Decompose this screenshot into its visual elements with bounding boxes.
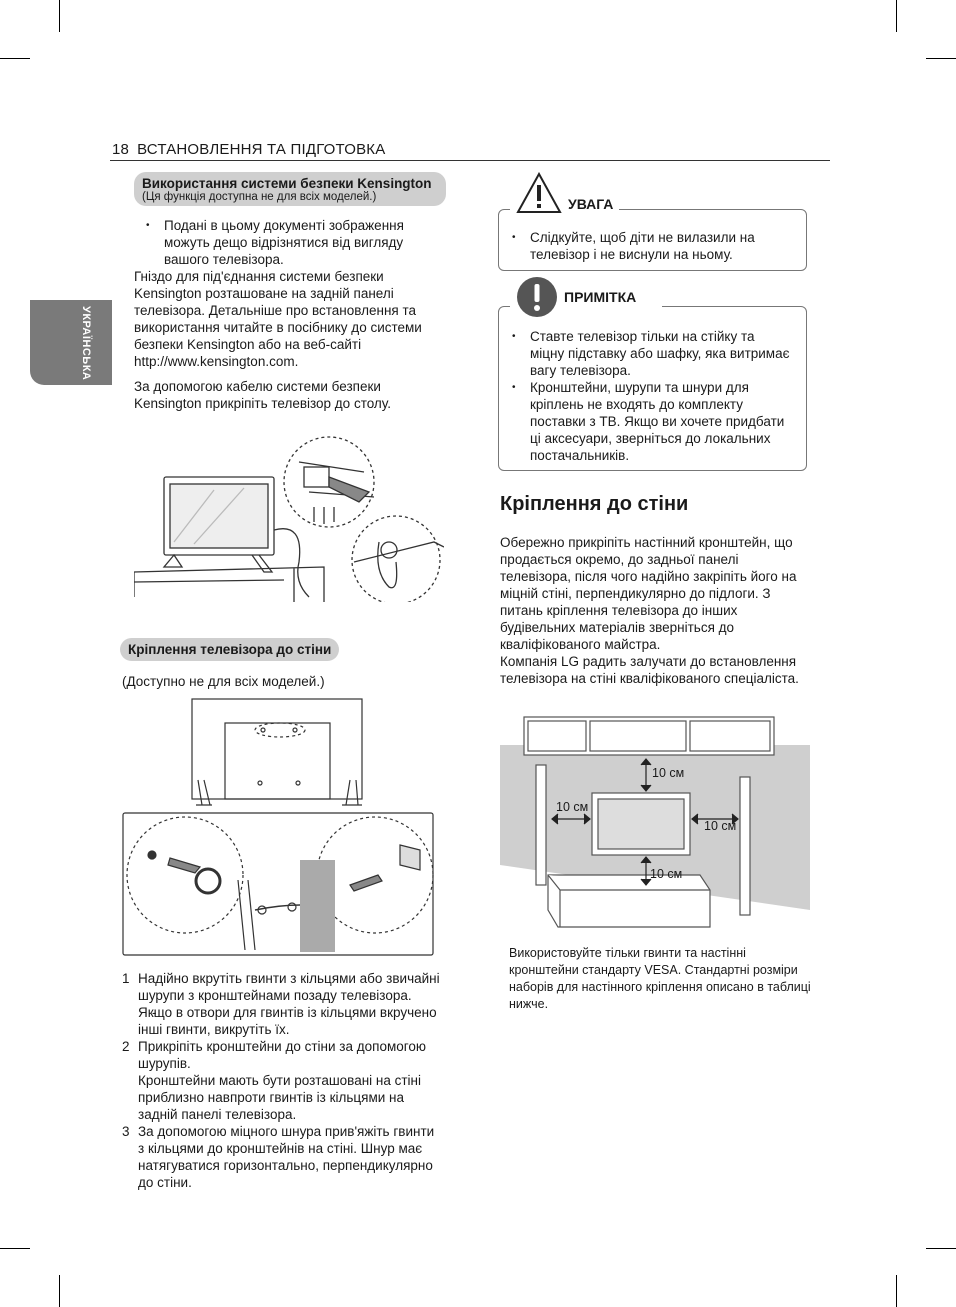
page-title: ВСТАНОВЛЕННЯ ТА ПІДГОТОВКА — [137, 141, 386, 158]
caution-list — [500, 229, 790, 263]
tv-to-wall-note: (Доступно не для всіх моделей.) — [122, 674, 325, 689]
crop-mark — [0, 1248, 30, 1249]
note-header — [510, 276, 662, 318]
kensington-body — [134, 217, 449, 412]
step-1: 1 Надійно вкрутіть гвинти з кільцями або звичайні шурупи з кронштейнами позаду телевізора. — [122, 971, 440, 1003]
kensington-illustration — [134, 432, 444, 602]
caution-item: • Слідкуйте, щоб діти не вилазили на телевізор і не виснули на ньому. — [500, 229, 790, 263]
wall-mount-body — [500, 534, 812, 687]
dimension-top: 10 см — [652, 766, 685, 780]
crop-mark — [59, 0, 60, 32]
caution-title: УВАГА — [568, 196, 614, 212]
note-title: ПРИМІТКА — [564, 289, 637, 305]
crop-mark — [59, 1275, 60, 1307]
wall-mount-title: Кріплення до стіни — [500, 493, 689, 515]
page-header — [112, 141, 385, 158]
dimension-left: 10 см — [556, 800, 589, 814]
kensington-bullet: • Подані в цьому документі зображення можуть дещо відрізнятися від вигляду вашого телевізора. — [134, 217, 449, 268]
kensington-subtitle: (Ця функція доступна не для всіх моделей.) — [142, 191, 377, 203]
kensington-heading — [134, 172, 446, 206]
wall-mount-illustration — [500, 715, 810, 930]
warning-icon — [516, 172, 562, 214]
page-number: 18 — [112, 141, 130, 158]
kensington-para1: Гніздо для під'єднання системи безпеки Kensington розташоване на задній панелі телевізора. Детальніше про встановлення та використання читайте в посібнику до системи безпеки Kensington або на веб-сайті http://www.kensington.com. — [134, 269, 422, 369]
dimension-bottom: 10 см — [650, 867, 683, 881]
wall-mount-para2: Компанія LG радить залучати до встановлення телевізора на стіні кваліфікованого спеціаліста. — [500, 654, 799, 686]
tv-to-wall-steps — [122, 970, 442, 1191]
note-item: • Ставте телевізор тільки на стійку та міцну підставку або шафку, яка витримає вагу телевізора. — [500, 328, 790, 379]
tv-back-illustration — [120, 695, 438, 965]
crop-mark — [896, 1275, 897, 1307]
kensington-title: Використання системи безпеки Kensington — [142, 176, 432, 191]
crop-mark — [926, 58, 956, 59]
caution-header — [510, 172, 619, 214]
crop-mark — [0, 58, 30, 59]
step-1-sub: - Якщо в отвори для гвинтів із кільцями вкручено інші гвинти, викрутіть їх. — [122, 1004, 442, 1038]
note-list — [500, 328, 790, 464]
tv-to-wall-title: Кріплення телевізора до стіни — [120, 638, 339, 661]
tv-to-wall-heading — [120, 638, 339, 661]
language-tab-label: УКРАЇНСЬКА — [80, 306, 92, 381]
wall-mount-caption: Використовуйте тільки гвинти та настінні кронштейни стандарту VESA. Стандартні розміри наборів для настінного кріплення описано в таблиці нижче. — [509, 946, 811, 1011]
note-item: • Кронштейни, шурупи та шнури для кріплень не входять до комплекту поставки з ТВ. Якщо ви хочете придбати ці аксесуари, зверніться до локальних постачальників. — [500, 379, 790, 464]
kensington-para2: За допомогою кабелю системи безпеки Kensington прикріпіть телевізор до столу. — [134, 379, 391, 411]
step-2: 2 Прикріпіть кронштейни до стіни за допомогою шурупів. Кронштейни мають бути розташовані на стіні приблизно навпроти гвинтів із кільцями на задній панелі телевізора. — [122, 1039, 426, 1122]
exclamation-icon — [516, 276, 558, 318]
crop-mark — [926, 1248, 956, 1249]
wall-mount-para1: Обережно прикріпіть настінний кронштейн, що продається окремо, до задньої панелі телевізора, після чого надійно закріпіть його на міцній стіні, перпендикулярно до підлоги. З питань кріплення телевізора до інших будівельних матеріалів зверніться до кваліфікованого майстра. — [500, 535, 797, 652]
header-rule — [110, 160, 830, 161]
language-tab — [30, 300, 112, 385]
crop-mark — [896, 0, 897, 32]
dimension-right: 10 см — [704, 819, 737, 833]
step-3: 3 За допомогою міцного шнура прив'яжіть гвинти з кільцями до кронштейнів на стіні. Шнур має натягуватися горизонтально, перпендикулярно до стіни. — [122, 1124, 435, 1190]
